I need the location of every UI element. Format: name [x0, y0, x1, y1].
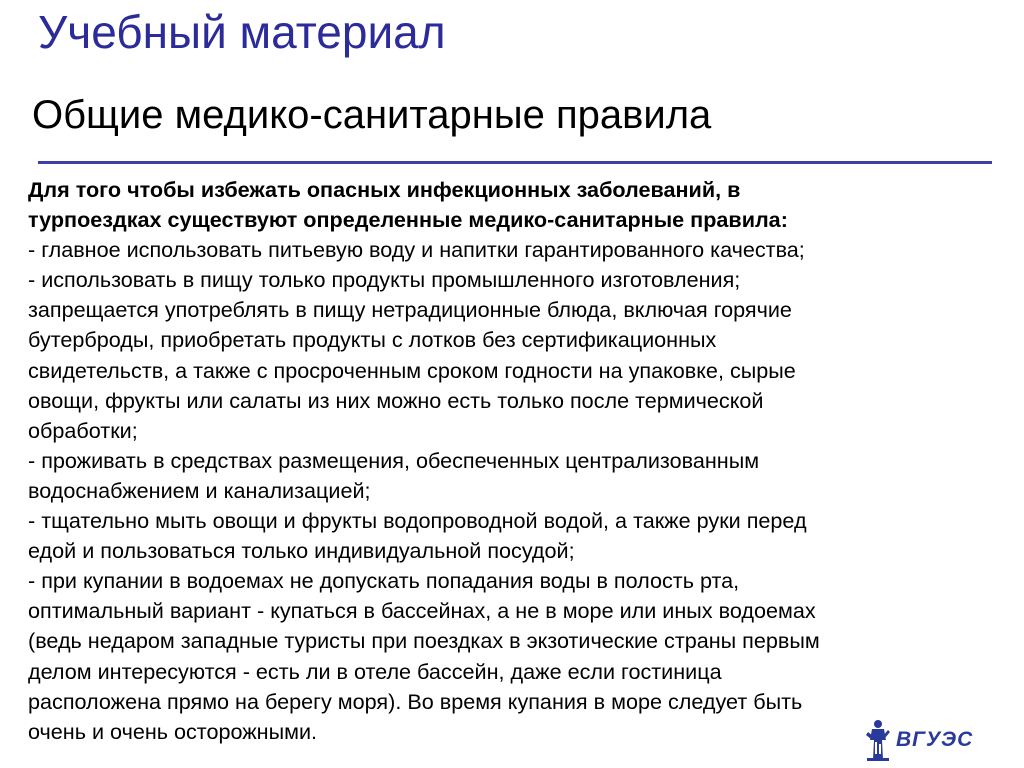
body-line: свидетельств, а также с просроченным сроком годности на упаковке, сырые — [28, 357, 796, 383]
slide-subtitle: Общие медико-санитарные правила — [32, 93, 712, 137]
body-line: - при купании в водоемах не допускать попадания воды в полость рта, — [28, 568, 740, 594]
university-emblem-icon — [864, 718, 892, 762]
body-line: расположена прямо на берегу моря). Во время купания в море следует быть — [28, 688, 803, 714]
body-line: очень и очень осторожными. — [28, 718, 318, 744]
body-line: обработки; — [28, 417, 138, 443]
slide-title: Учебный материал — [38, 6, 446, 58]
body-text — [28, 175, 988, 747]
body-line: (ведь недаром западные туристы при поездках в экзотические страны первым — [28, 628, 820, 654]
university-logo — [864, 716, 984, 764]
title-divider — [38, 161, 992, 164]
body-line: - главное использовать питьевую воду и напитки гарантированного качества; — [28, 237, 805, 263]
body-line: Для того чтобы избежать опасных инфекционных заболеваний, в — [28, 177, 741, 202]
body-line: водоснабжением и канализацией; — [28, 477, 371, 503]
university-logo-text: ВГУЭС — [896, 728, 974, 751]
body-line: бутерброды, приобретать продукты с лотков без сертификационных — [28, 327, 717, 353]
body-line: запрещается употреблять в пищу нетрадиционные блюда, включая горячие — [28, 297, 792, 323]
body-line: - использовать в пищу только продукты промышленного изготовления; — [28, 267, 741, 293]
body-line: - тщательно мыть овощи и фрукты водопроводной водой, а также руки перед — [28, 508, 807, 534]
body-line: оптимальный вариант - купаться в бассейнах, а не в море или иных водоемах — [28, 598, 816, 624]
body-line: овощи, фрукты или салаты из них можно есть только после термической — [28, 387, 764, 413]
body-line: едой и пользоваться только индивидуальной посудой; — [28, 538, 575, 564]
body-line: делом интересуются - есть ли в отеле бассейн, даже если гостиница — [28, 658, 722, 684]
body-line: турпоездках существуют определенные медико-санитарные правила: — [28, 207, 788, 233]
body-line: - проживать в средствах размещения, обеспеченных централизованным — [28, 447, 760, 473]
